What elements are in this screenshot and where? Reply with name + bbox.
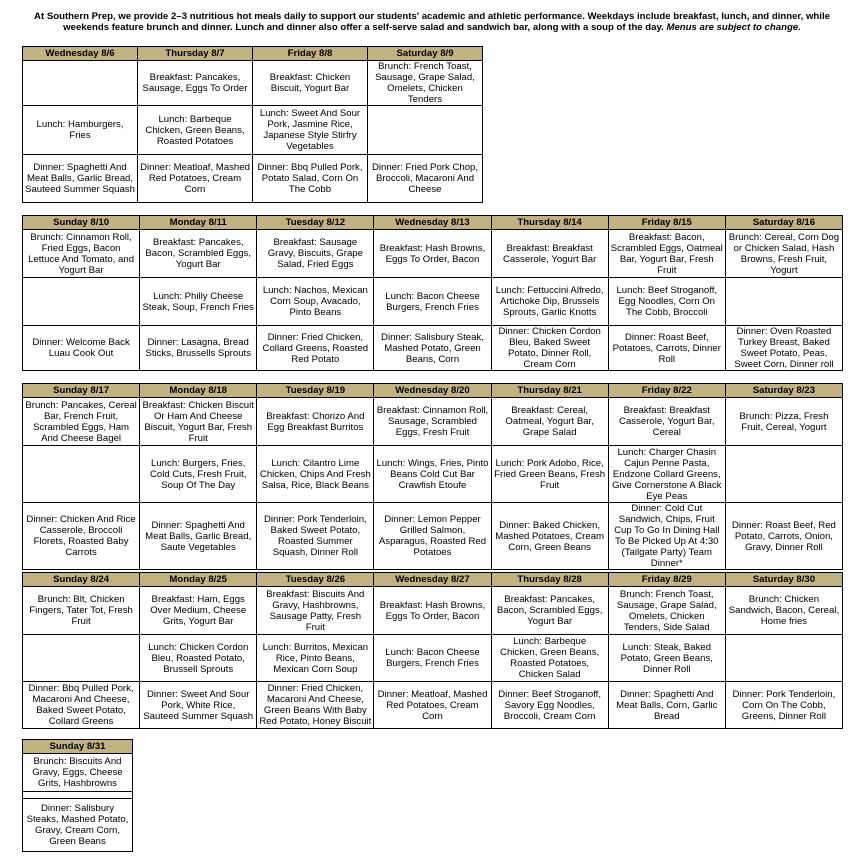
- day-header: Monday 8/18: [140, 384, 257, 398]
- menu-cell: Breakfast: Ham, Eggs Over Medium, Cheese Grits, Yogurt Bar: [140, 587, 257, 635]
- intro-text: At Southern Prep, we provide 2–3 nutritious hot meals daily to support our students' academic and athletic performance. Weekdays include breakfast, lunch, and dinner, while weekends feature brunch and dinner. Lunch and dinner also offer a self-serve salad and sandwich bar, along with a soup of the day.: [34, 11, 830, 33]
- menu-cell: Lunch: Steak, Baked Potato, Green Beans, Dinner Roll: [608, 635, 725, 682]
- empty-cell: [23, 635, 140, 682]
- menu-cell: Dinner: Bbq Pulled Pork, Macaroni And Cheese, Baked Sweet Potato, Collard Greens: [23, 682, 140, 729]
- day-header-row: [23, 740, 133, 754]
- empty-cell: [23, 446, 140, 503]
- meal-row-breakfast: [23, 230, 843, 278]
- menu-cell: Breakfast: Biscuits And Gravy, Hashbrowns, Sausage Patty, Fresh Fruit: [257, 587, 374, 635]
- meal-row-lunch: [23, 106, 483, 154]
- menu-cell: Breakfast: Hash Browns, Eggs To Order, Bacon: [374, 587, 491, 635]
- intro-note: Menus are subject to change.: [666, 22, 801, 33]
- menu-cell: Lunch: Bacon Cheese Burgers, French Fries: [374, 278, 491, 326]
- meal-row-dinner: [23, 682, 843, 729]
- day-header: Sunday 8/31: [23, 740, 133, 754]
- day-header-row: [23, 47, 483, 61]
- empty-cell: [725, 635, 842, 682]
- empty-cell: [368, 106, 483, 154]
- day-header: Wednesday 8/20: [374, 384, 491, 398]
- day-header: Friday 8/22: [608, 384, 725, 398]
- menu-cell: Brunch: Pizza, Fresh Fruit, Cereal, Yogurt: [725, 398, 842, 446]
- menu-cell: Lunch: Philly Cheese Steak, Soup, French Fries: [140, 278, 257, 326]
- menu-cell: Lunch: Pork Adobo, Rice, Fried Green Beans, Fresh Fruit: [491, 446, 608, 503]
- day-header: Sunday 8/24: [23, 573, 140, 587]
- menu-cell: Lunch: Burritos, Mexican Rice, Pinto Beans, Mexican Corn Soup: [257, 635, 374, 682]
- day-header: Sunday 8/10: [23, 216, 140, 230]
- day-header: Friday 8/8: [253, 47, 368, 61]
- menu-cell: Dinner: Meatloaf, Mashed Red Potatoes, Cream Corn: [138, 154, 253, 202]
- menu-cell: Dinner: Fried Chicken, Macaroni And Cheese, Green Beans With Baby Red Potato, Honey Biscuit: [257, 682, 374, 729]
- menu-cell: Lunch: Nachos, Mexican Corn Soup, Avacado, Pinto Beans: [257, 278, 374, 326]
- menu-cell: Lunch: Beef Stroganoff, Egg Noodles, Corn On The Cobb, Broccoli: [608, 278, 725, 326]
- menu-cell: Brunch: Biscuits And Gravy, Eggs, Cheese Grits, Hashbrowns: [23, 754, 133, 792]
- empty-cell: [23, 61, 138, 106]
- menu-cell: Brunch: Cinnamon Roll, Fried Eggs, Bacon Lettuce And Tomato, and Yogurt Bar: [23, 230, 140, 278]
- day-header: Thursday 8/28: [491, 573, 608, 587]
- day-header: Friday 8/29: [608, 573, 725, 587]
- empty-cell: [23, 792, 133, 799]
- meal-row-dinner: [23, 799, 133, 852]
- menu-cell: Breakfast: Chorizo And Egg Breakfast Burritos: [257, 398, 374, 446]
- menu-cell: Breakfast: Breakfast Casserole, Yogurt Bar, Cereal: [608, 398, 725, 446]
- menu-cell: Dinner: Roast Beef, Red Potato, Carrots, Onion, Gravy, Dinner Roll: [725, 503, 842, 570]
- day-header: Thursday 8/14: [491, 216, 608, 230]
- menu-cell: Lunch: Chicken Cordon Bleu, Roasted Potato, Brussell Sprouts: [140, 635, 257, 682]
- menu-cell: Dinner: Spaghetti And Meat Balls, Garlic Bread, Saute Vegetables: [140, 503, 257, 570]
- menu-cell: Dinner: Lasagna, Bread Sticks, Brussells Sprouts: [140, 326, 257, 371]
- meal-row-breakfast: [23, 754, 133, 792]
- day-header: Saturday 8/30: [725, 573, 842, 587]
- day-header-row: [23, 573, 843, 587]
- day-header: Friday 8/15: [608, 216, 725, 230]
- day-header-row: [23, 384, 843, 398]
- menu-cell: Lunch: Bacon Cheese Burgers, French Fries: [374, 635, 491, 682]
- menu-cell: Dinner: Welcome Back Luau Cook Out: [23, 326, 140, 371]
- menu-cell: Breakfast: Bacon, Scrambled Eggs, Oatmeal Bar, Yogurt Bar, Fresh Fruit: [608, 230, 725, 278]
- menu-cell: Breakfast: Sausage Gravy, Biscuits, Grape Salad, Fried Eggs: [257, 230, 374, 278]
- day-header: Saturday 8/23: [725, 384, 842, 398]
- menu-intro: [22, 11, 842, 33]
- day-header: Tuesday 8/19: [257, 384, 374, 398]
- menu-cell: Breakfast: Chicken Biscuit, Yogurt Bar: [253, 61, 368, 106]
- day-header: Thursday 8/21: [491, 384, 608, 398]
- menu-cell: Dinner: Pork Tenderloin, Corn On The Cobb, Greens, Dinner Roll: [725, 682, 842, 729]
- day-header: Tuesday 8/26: [257, 573, 374, 587]
- menu-cell: Breakfast: Breakfast Casserole, Yogurt Bar: [491, 230, 608, 278]
- menu-cell: Dinner: Bbq Pulled Pork, Potato Salad, Corn On The Cobb: [253, 154, 368, 202]
- menu-cell: Dinner: Salisbury Steaks, Mashed Potato, Gravy, Cream Corn, Green Beans: [23, 799, 133, 852]
- menu-cell: Dinner: Salisbury Steak, Mashed Potato, Green Beans, Corn: [374, 326, 491, 371]
- empty-cell: [23, 278, 140, 326]
- menu-cell: Lunch: Sweet And Sour Pork, Jasmine Rice, Japanese Style Stirfry Vegetables: [253, 106, 368, 154]
- week-table-1: [22, 46, 483, 203]
- menu-cell: Lunch: Charger Chasin Cajun Penne Pasta, Endzone Collard Greens, Give Cornerstone A Black Eye Peas: [608, 446, 725, 503]
- menu-cell: Breakfast: Cinnamon Roll, Sausage, Scrambled Eggs, Fresh Fruit: [374, 398, 491, 446]
- menu-cell: Dinner: Fried Chicken, Collard Greens, Roasted Red Potato: [257, 326, 374, 371]
- day-header: Monday 8/25: [140, 573, 257, 587]
- menu-cell: Dinner: Fried Pork Chop, Broccoli, Macaroni And Cheese: [368, 154, 483, 202]
- menu-cell: Dinner: Oven Roasted Turkey Breast, Baked Sweet Potato, Peas, Sweet Corn, Dinner roll: [725, 326, 842, 371]
- menu-cell: Breakfast: Cereal, Oatmeal, Yogurt Bar, Grape Salad: [491, 398, 608, 446]
- week-table-3: [22, 383, 843, 570]
- menu-cell: Lunch: Hamburgers, Fries: [23, 106, 138, 154]
- day-header: Sunday 8/17: [23, 384, 140, 398]
- menu-cell: Brunch: French Toast, Sausage, Grape Salad, Omelets, Chicken Tenders, Side Salad: [608, 587, 725, 635]
- meal-row-lunch: [23, 446, 843, 503]
- menu-cell: Dinner: Spaghetti And Meat Balls, Garlic Bread, Sauteed Summer Squash: [23, 154, 138, 202]
- menu-cell: Dinner: Spaghetti And Meat Balls, Corn, Garlic Bread: [608, 682, 725, 729]
- day-header-row: [23, 216, 843, 230]
- menu-cell: Dinner: Meatloaf, Mashed Red Potatoes, Cream Corn: [374, 682, 491, 729]
- meal-row-dinner: [23, 326, 843, 371]
- menu-cell: Dinner: Lemon Pepper Grilled Salmon, Asparagus, Roasted Red Potatoes: [374, 503, 491, 570]
- menu-cell: Lunch: Burgers, Fries, Cold Cuts, Fresh Fruit, Soup Of The Day: [140, 446, 257, 503]
- menu-cell: Dinner: Chicken Cordon Bleu, Baked Sweet Potato, Dinner Roll, Cream Corn: [491, 326, 608, 371]
- menu-cell: Brunch: Pancakes, Cereal Bar, French Fruit, Scrambled Eggs, Ham And Cheese Bagel: [23, 398, 140, 446]
- empty-cell: [725, 278, 842, 326]
- menu-cell: Breakfast: Pancakes, Bacon, Scrambled Eggs, Yogurt Bar: [491, 587, 608, 635]
- day-header: Saturday 8/16: [725, 216, 842, 230]
- menu-cell: Breakfast: Chicken Biscuit Or Ham And Cheese Biscuit, Yogurt Bar, Fresh Fruit: [140, 398, 257, 446]
- day-header: Saturday 8/9: [368, 47, 483, 61]
- menu-cell: Dinner: Pork Tenderloin, Baked Sweet Potato, Roasted Summer Squash, Dinner Roll: [257, 503, 374, 570]
- meal-row-dinner: [23, 503, 843, 570]
- menu-cell: Brunch: Blt, Chicken Fingers, Tater Tot, Fresh Fruit: [23, 587, 140, 635]
- day-header: Wednesday 8/6: [23, 47, 138, 61]
- menu-cell: Lunch: Wings, Fries, Pinto Beans Cold Cut Bar Crawfish Etoufe: [374, 446, 491, 503]
- empty-cell: [725, 446, 842, 503]
- meal-row-dinner: [23, 154, 483, 202]
- menu-cell: Lunch: Fettuccini Alfredo, Artichoke Dip, Brussels Sprouts, Garlic Knotts: [491, 278, 608, 326]
- week-table-2: [22, 215, 843, 371]
- meal-row-breakfast: [23, 587, 843, 635]
- menu-cell: Dinner: Sweet And Sour Pork, White Rice, Sauteed Summer Squash: [140, 682, 257, 729]
- meal-row-lunch: [23, 635, 843, 682]
- menu-cell: Dinner: Roast Beef, Potatoes, Carrots, Dinner Roll: [608, 326, 725, 371]
- menu-cell: Breakfast: Pancakes, Bacon, Scrambled Eggs, Yogurt Bar: [140, 230, 257, 278]
- day-header: Wednesday 8/13: [374, 216, 491, 230]
- meal-row-breakfast: [23, 61, 483, 106]
- menu-cell: Dinner: Baked Chicken, Mashed Potatoes, Cream Corn, Green Beans: [491, 503, 608, 570]
- meal-row-lunch: [23, 278, 843, 326]
- meal-row-lunch: [23, 792, 133, 799]
- menu-cell: Breakfast: Hash Browns, Eggs To Order, Bacon: [374, 230, 491, 278]
- day-header: Tuesday 8/12: [257, 216, 374, 230]
- menu-cell: Brunch: French Toast, Sausage, Grape Salad, Omelets, Chicken Tenders: [368, 61, 483, 106]
- menu-cell: Brunch: Chicken Sandwich, Bacon, Cereal, Home fries: [725, 587, 842, 635]
- day-header: Wednesday 8/27: [374, 573, 491, 587]
- menu-cell: Lunch: Barbeque Chicken, Green Beans, Roasted Potatoes: [138, 106, 253, 154]
- day-header: Monday 8/11: [140, 216, 257, 230]
- menu-cell: Lunch: Barbeque Chicken, Green Beans, Roasted Potatoes, Chicken Salad: [491, 635, 608, 682]
- menu-cell: Dinner: Beef Stroganoff, Savory Egg Noodles, Broccoli, Cream Corn: [491, 682, 608, 729]
- menu-cell: Breakfast: Pancakes, Sausage, Eggs To Order: [138, 61, 253, 106]
- menu-cell: Lunch: Cilantro Lime Chicken, Chips And Fresh Salsa, Rice, Black Beans: [257, 446, 374, 503]
- menu-cell: Brunch: Cereal, Corn Dog or Chicken Salad, Hash Browns, Fresh Fruit, Yogurt: [725, 230, 842, 278]
- menu-cell: Dinner: Cold Cut Sandwich, Chips, Fruit Cup To Go In Dining Hall To Be Picked Up At 4:30 (Tailgate Party) Team Dinner*: [608, 503, 725, 570]
- meal-row-breakfast: [23, 398, 843, 446]
- menu-cell: Dinner: Chicken And Rice Casserole, Broccoli Florets, Roasted Baby Carrots: [23, 503, 140, 570]
- week-table-4: [22, 572, 843, 729]
- week-table-5: [22, 739, 133, 852]
- day-header: Thursday 8/7: [138, 47, 253, 61]
